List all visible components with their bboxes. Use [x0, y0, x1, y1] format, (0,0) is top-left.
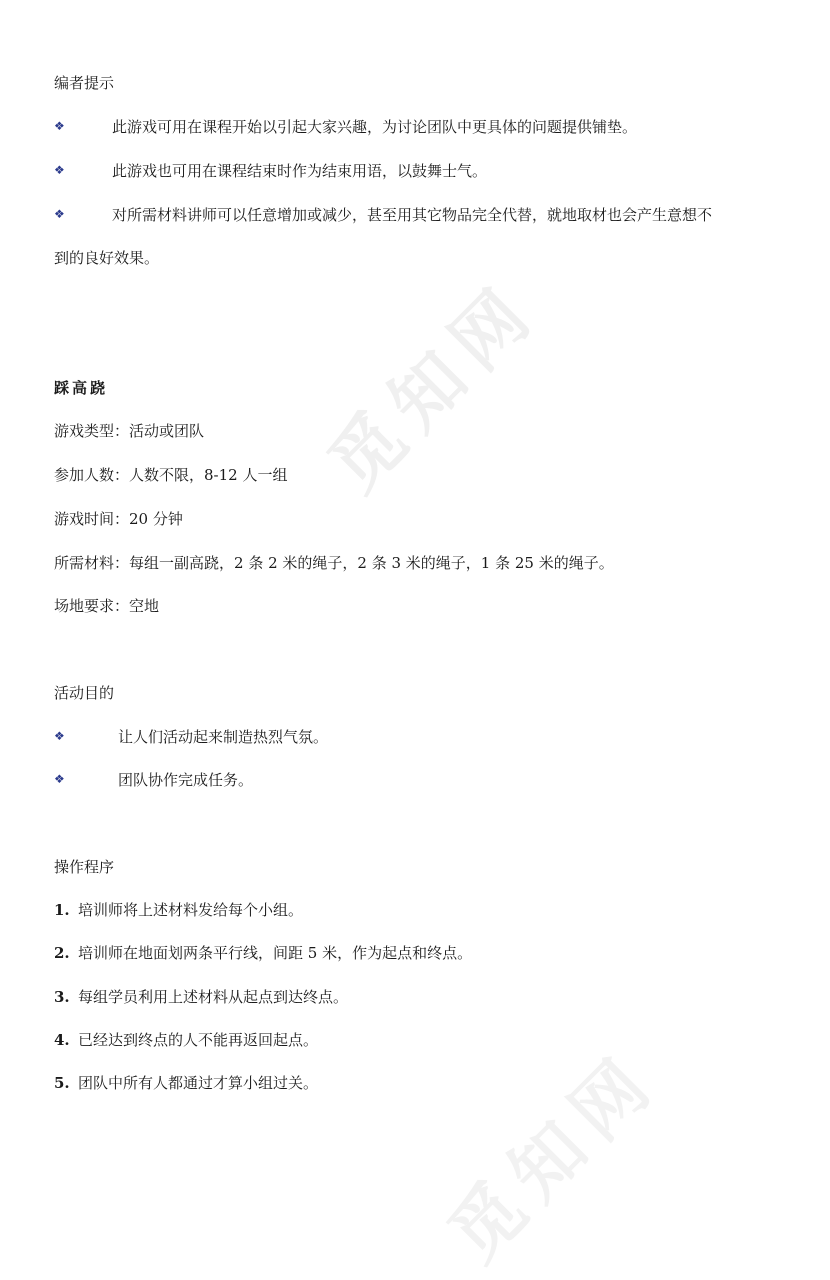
watermark: 觅知网: [312, 265, 555, 508]
editor-note-continuation: 到的良好效果。: [54, 249, 160, 267]
info-participants: 参加人数：人数不限，8-12 人一组: [54, 466, 288, 484]
info-game-type: 游戏类型：活动或团队: [54, 422, 205, 440]
step-text: 培训师在地面划两条平行线，间距 5 米，作为起点和终点。: [78, 944, 473, 962]
editor-note-item: 对所需材料讲师可以任意增加或减少，甚至用其它物品完全代替，就地取材也会产生意想不: [112, 206, 713, 224]
bullet-icon: ❖: [54, 207, 65, 221]
step-number: 5.: [54, 1074, 70, 1092]
purpose-heading: 活动目的: [54, 684, 115, 702]
info-materials: 所需材料：每组一副高跷，2 条 2 米的绳子，2 条 3 米的绳子，1 条 25 米的绳子。: [54, 554, 614, 572]
bullet-icon: ❖: [54, 119, 65, 133]
procedure-step: [54, 899, 303, 920]
purpose-item: 团队协作完成任务。: [118, 771, 254, 789]
step-text: 培训师将上述材料发给每个小组。: [78, 901, 304, 919]
procedure-step: [54, 1072, 318, 1093]
procedure-step: [54, 986, 348, 1007]
procedure-step: [54, 942, 472, 963]
step-text: 团队中所有人都通过才算小组过关。: [78, 1074, 319, 1092]
step-number: 1.: [54, 901, 70, 919]
editor-note-item: 此游戏也可用在课程结束时作为结束用语，以鼓舞士气。: [112, 162, 488, 180]
info-duration: 游戏时间：20 分钟: [54, 510, 183, 528]
step-text: 已经达到终点的人不能再返回起点。: [78, 1031, 319, 1049]
bullet-icon: ❖: [54, 772, 65, 786]
watermark-lower: 觅知网: [432, 1035, 675, 1278]
bullet-icon: ❖: [54, 729, 65, 743]
editor-note-heading: 编者提示: [54, 74, 115, 92]
procedure-heading: 操作程序: [54, 858, 115, 876]
editor-note-item: 此游戏可用在课程开始以引起大家兴趣，为讨论团队中更具体的问题提供铺垫。: [112, 118, 638, 136]
bullet-icon: ❖: [54, 163, 65, 177]
procedure-step: [54, 1029, 318, 1050]
step-text: 每组学员利用上述材料从起点到达终点。: [78, 988, 349, 1006]
info-venue: 场地要求：空地: [54, 597, 160, 615]
game-title: 踩高跷: [54, 379, 109, 397]
step-number: 4.: [54, 1031, 70, 1049]
purpose-item: 让人们活动起来制造热烈气氛。: [118, 728, 329, 746]
step-number: 3.: [54, 988, 70, 1006]
step-number: 2.: [54, 944, 70, 962]
